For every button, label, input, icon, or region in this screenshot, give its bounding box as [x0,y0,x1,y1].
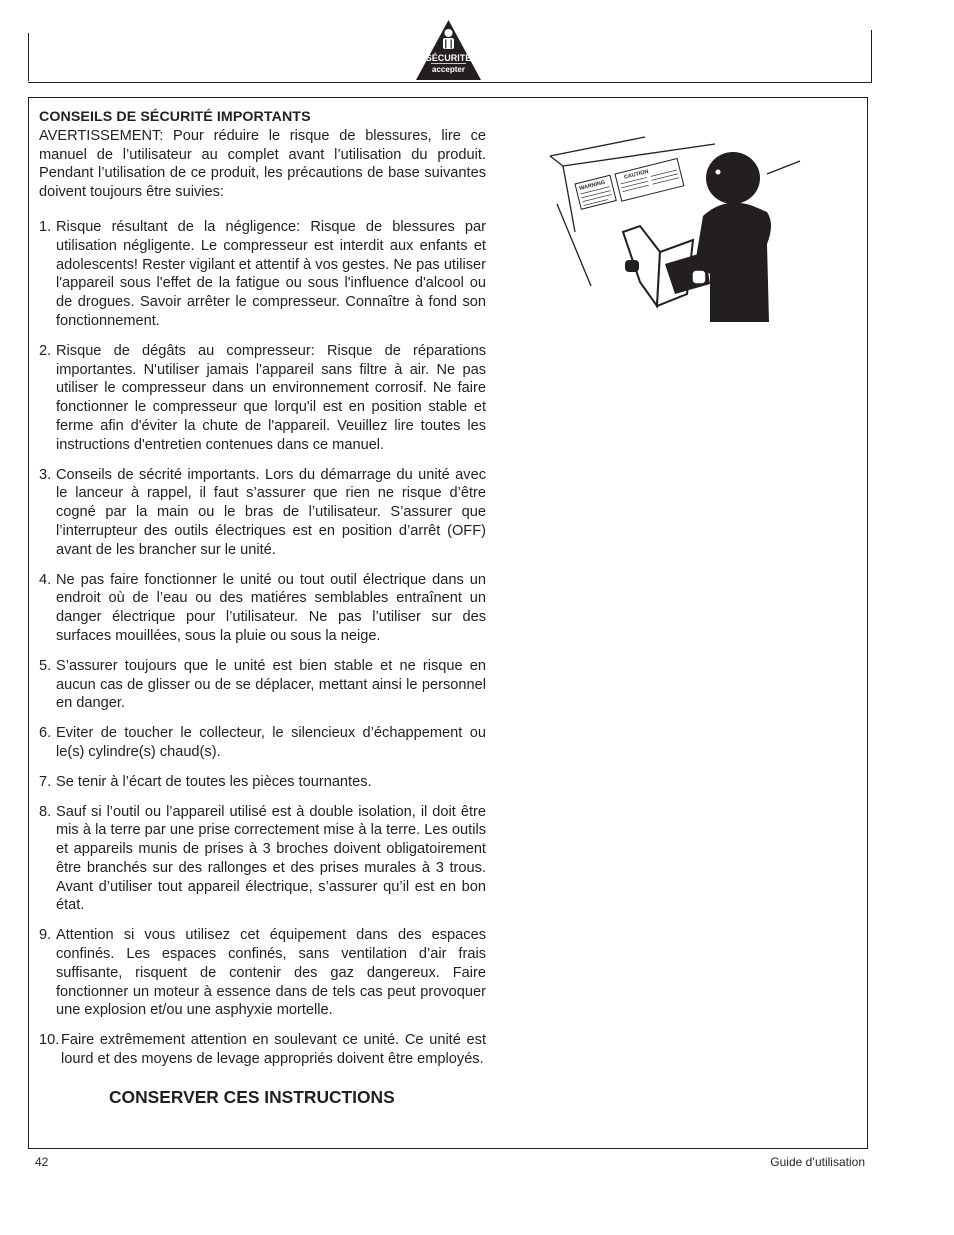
closing-instruction: CONSERVER CES INSTRUCTIONS [109,1087,395,1107]
item-number: 7. [39,773,52,790]
badge-top-text: SÉCURITÉ [425,53,472,63]
item-number: 6. [39,725,52,742]
list-item [39,342,486,455]
document-title: Guide d’utilisation [770,1155,865,1169]
item-number: 1. [39,218,52,235]
item-text: Faire extrêmement attention en soulevant ce unité. Ce unité est lourd et des moyens de levage appropriés doivent être employés. [61,1032,486,1068]
list-item [39,466,486,560]
list-item [39,1031,486,1069]
list-item [39,926,486,1020]
warning-intro: AVERTISSEMENT: Pour réduire le risque de blessures, lire ce manuel de l’utilisateur au complet avant l’utilisation du produit. Pendant l’utilisation de ce produit, les précautions de base suivantes doivent toujours être suivies: [39,127,486,201]
header-rule-right [871,30,872,83]
item-text: Attention si vous utilisez cet équipement dans des espaces confinés. Les espaces confinés, sans ventilation d’air frais suffisante, risquent de contenir des gaz dangereux. Faire fonctionner un moteur à essence dans de tels cas peut provoquer une explosion et/ou une asphyxie mortelle. [56,927,486,1019]
item-number: 5. [39,657,52,674]
safety-badge-icon [415,19,482,81]
list-item [39,657,486,713]
item-text: Risque de dégâts au compresseur: Risque de réparations importantes. N'utiliser jamais l'appareil sans filtre à air. Ne pas utiliser le compresseur dans un environnement corrosif. Ne faire fonctionner le compresseur que lorqu'il est en position stable et ferme afin d'éviter la chute de l'appareil. Veuillez lire toutes les instructions d'entretien contenues dans ce manuel. [56,342,486,453]
item-number: 10. [39,1032,60,1049]
item-text: Risque résultant de la négligence: Risque de blessures par utilisation négligente. Le compresseur est interdit aux enfants et adolescents! Rester vigilant et attentif à vos gestes. Ne pas utiliser l'appareil sous l'effet de la fatigue ou sous l'influence d'alcool ou de drogues. Savoir arrêter le compresseur. Connaître à fond son fonctionnement. [56,218,486,329]
list-item [39,218,486,331]
item-number: 9. [39,927,52,944]
list-item [39,773,486,792]
item-text: Conseils de sécrité importants. Lors du démarrage du unité avec le lanceur à rappel, il faut s’assurer que rien ne risque d’être cogné par la main ou le bras de l’utilisateur. S’assurer que l’interrupteur des outils électriques est en position d’arrêt (OFF) avant de les brancher sur le unité. [56,466,486,558]
item-text: Eviter de toucher le collecteur, le silencieux d’échappement ou le(s) cylindre(s) chaud(s). [56,725,486,760]
list-item [39,724,486,762]
item-text: Se tenir à l’écart de toutes les pièces tournantes. [56,773,372,790]
list-item [39,803,486,916]
item-number: 4. [39,571,52,588]
item-text: Sauf si l’outil ou l’appareil utilisé est à double isolation, il doit être mis à la terre par une prise correctement mise à la terre. Les outils et appareils munis de prises à 3 broches doivent obligatoirement être branchés sur des rallonges et des prises murales à 3 trous. Avant d’utiliser tout appareil électrique, s’assurer qu’il est en bon état. [56,803,486,914]
safety-text-column [39,108,486,1080]
page-number: 42 [35,1155,49,1169]
header-rule-bottom [28,82,872,83]
person-reading-manual-icon [545,134,805,328]
item-number: 2. [39,342,52,359]
warning-label: WARNING [578,179,606,193]
caution-label: CAUTION [623,168,650,181]
item-text: Ne pas faire fonctionner le unité ou tout outil électrique dans un endroit où de l’eau ou des matiéres semblables entraînent un danger électrique pour l’utilisateur. Ne pas l’utiliser sur des surfaces mouillées, sous la pluie ou sous la neige. [56,571,486,644]
item-number: 8. [39,803,52,820]
list-item [39,571,486,646]
safety-list [39,218,486,1069]
header-rule-left [28,33,29,81]
item-number: 3. [39,466,52,483]
section-heading: CONSEILS DE SÉCURITÉ IMPORTANTS [39,109,311,125]
item-text: S’assurer toujours que le unité est bien stable et ne risque en aucun cas de glisser ou de se déplacer, mettant ainsi le personnel en danger. [56,657,486,712]
badge-bottom-text: accepter [432,65,465,74]
